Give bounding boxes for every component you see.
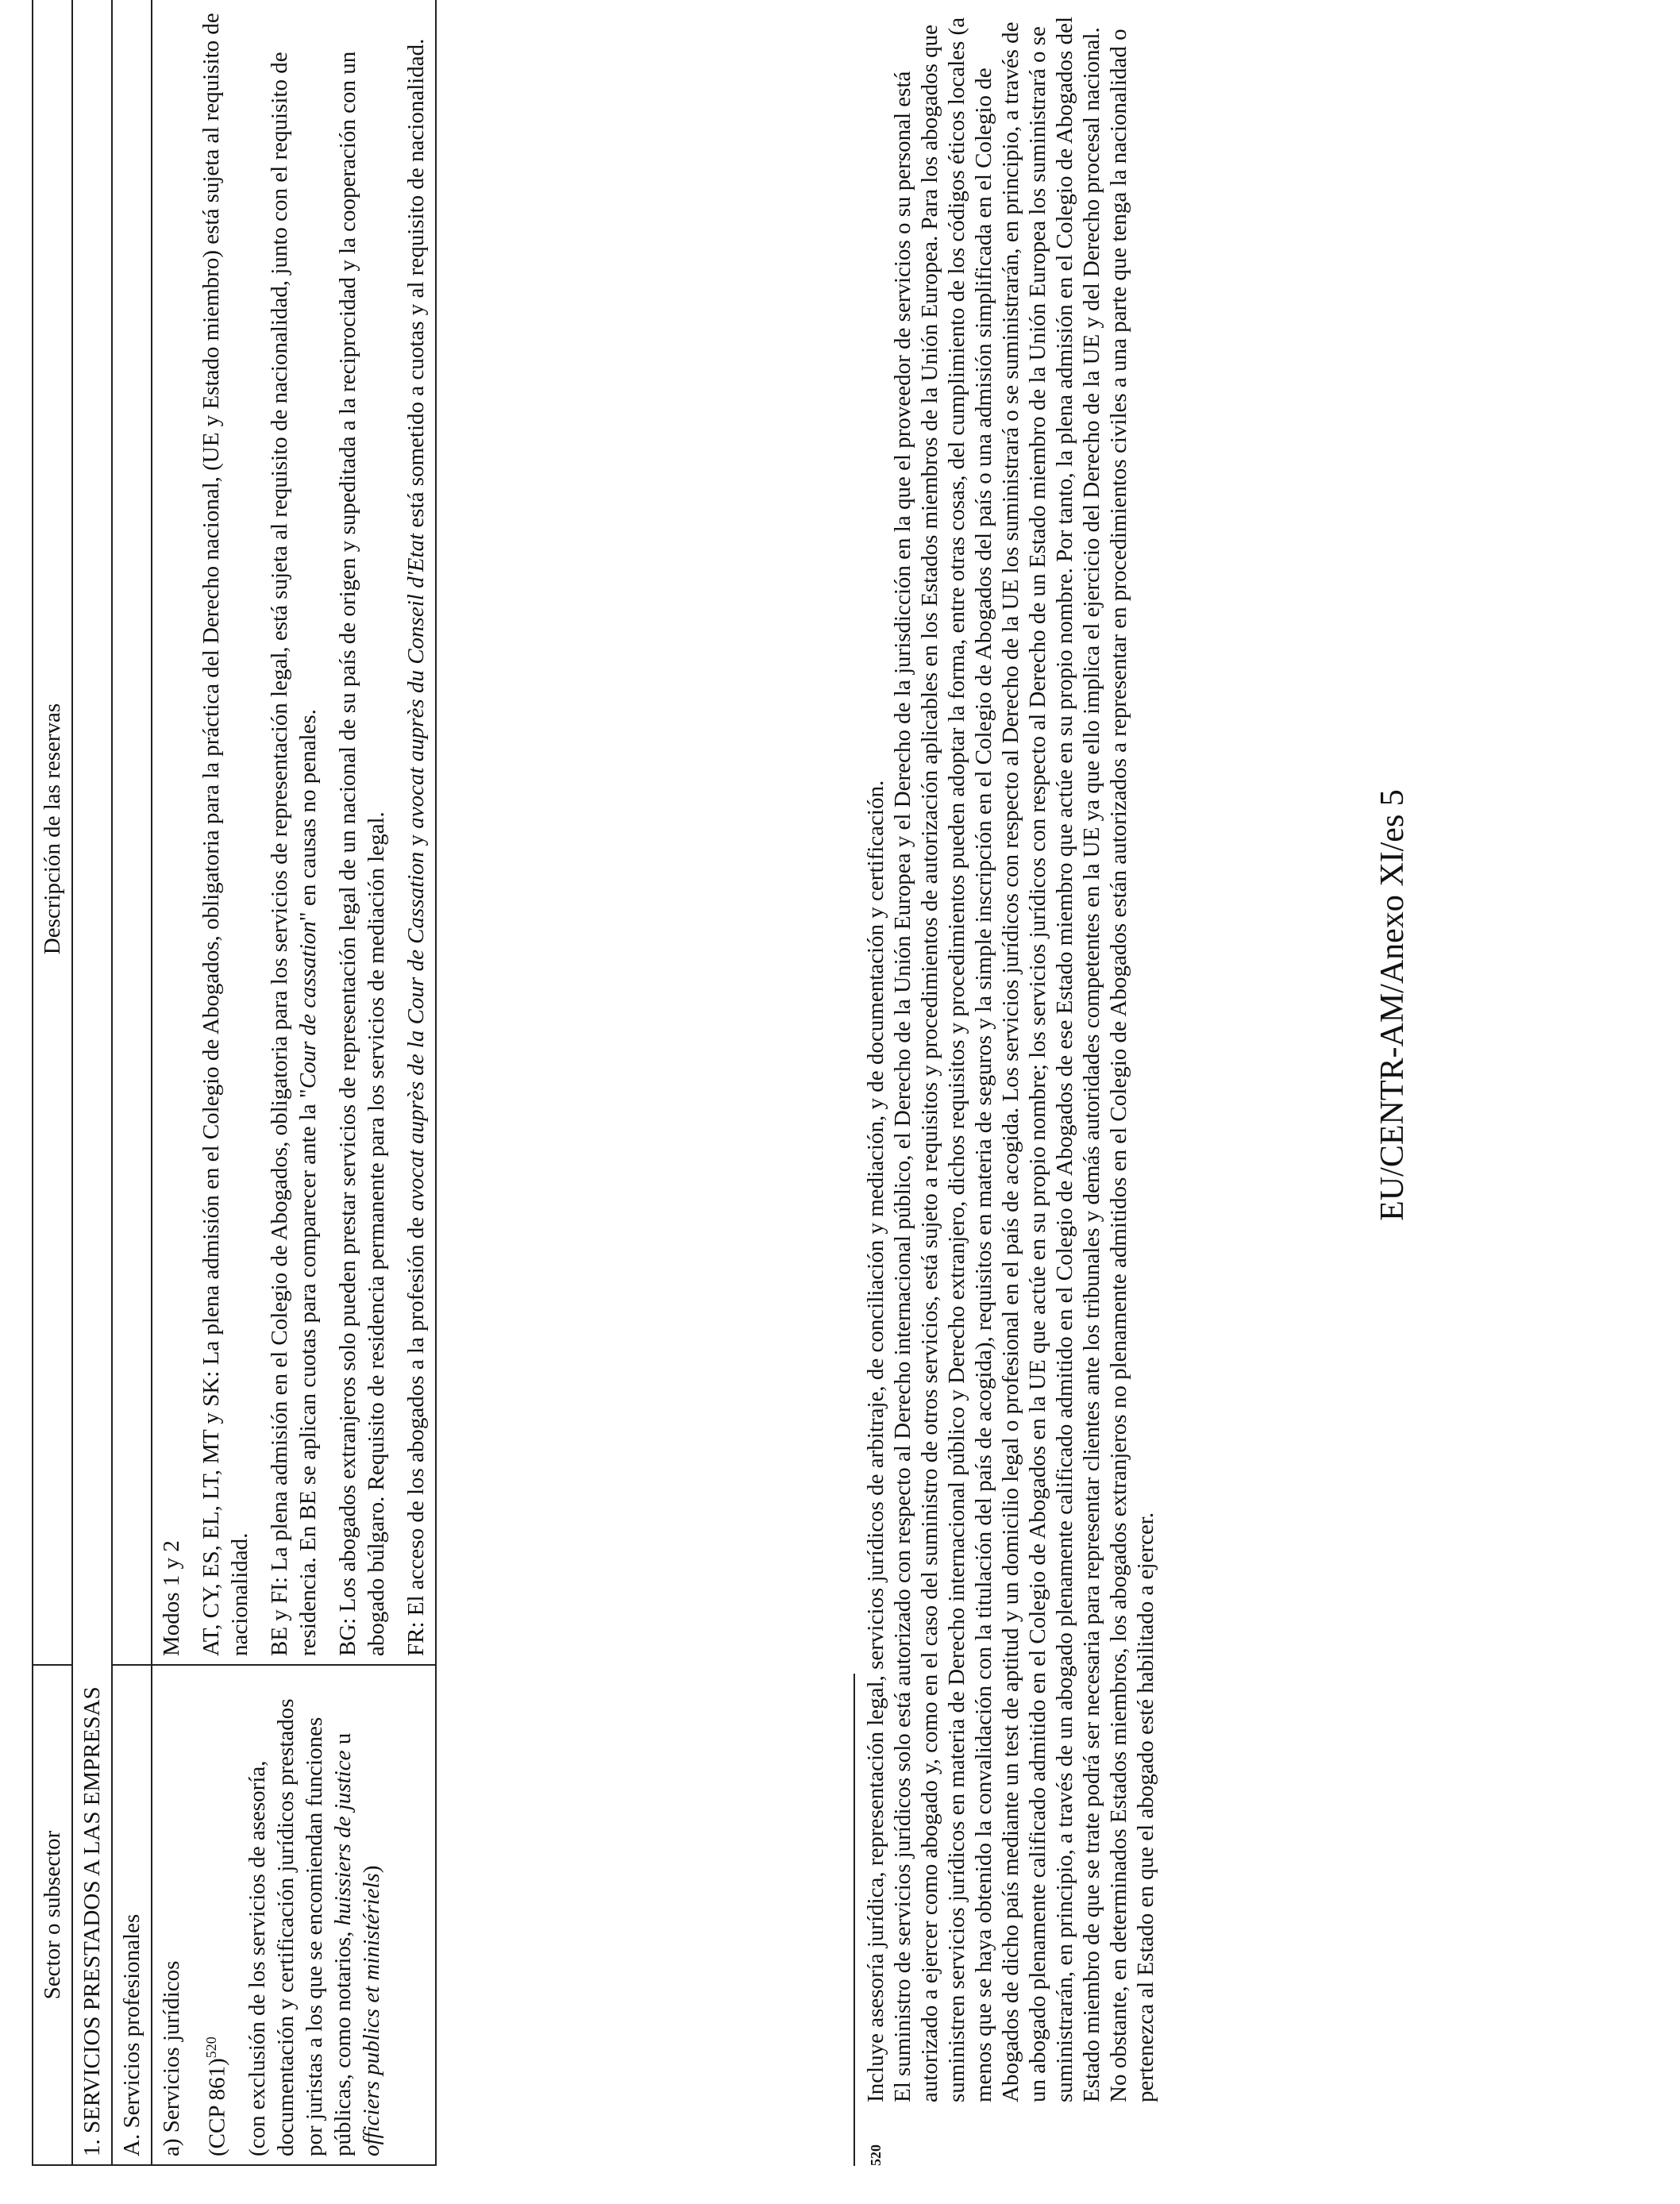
footnote-text — [862, 6, 1159, 2102]
footnote-line-2: El suministro de servicios jurídicos solo está autorizado con respecto al Derecho internacional público, el Derecho de la Unión Europea y el Derecho de la jurisdicción en la que el proveedor de servicios o su personal está autorizado a ejercer como abogado y, como en el caso del suministro de otros servicios, está sujeto a requisitos y procedimientos de autorización aplicables en los Estados miembros de la Unión Europea. Para los abogados que suministren servicios jurídicos en materia de Derecho internacional público y Derecho extranjero, dichos requisitos y procedimientos pueden adoptar la forma, entre otras cosas, del cumplimiento de los códigos éticos locales (a menos que se haya obtenido la convalidación con la titulación del país de acogida), requisitos en materia de seguros y la simple inscripción en el Colegio de Abogados del país o una admisión simplificada en el Colegio de Abogados de dicho país mediante un test de aptitud y un domicilio legal o profesional en el país de acogida. Los servicios jurídicos con respecto al Derecho de la UE los suministrará o se suministrarán, en principio, a través de un abogado plenamente calificado admitido en el Colegio de Abogados en la UE que actúe en su propio nombre; los servicios jurídicos con respecto al Derecho de un Estado miembro de la Unión Europea los suministrará o se suministrarán, en principio, a través de un abogado plenamente calificado admitido en el Colegio de Abogados de ese Estado miembro que actúe en su propio nombre. Por tanto, la plena admisión en el Colegio de Abogados del Estado miembro de que se trate podrá ser necesaria para representar clientes ante los tribunales y demás autoridades competentes en la UE ya que ello implica el ejercicio del Derecho de la UE y del Derecho procesal nacional. No obstante, en determinados Estados miembros, los abogados extranjeros no plenamente admitidos en el Colegio de Abogados están autorizados a representar en procedimientos civiles a una parte que tenga la nacionalidad o pertenezca al Estado en que el abogado esté habilitado a ejercer. — [890, 16, 1158, 2102]
footnote-line-1: Incluye asesoría jurídica, representación legal, servicios jurídicos de arbitraje, de conciliación y mediación, y de documentación y certificación. — [863, 780, 888, 2102]
footnote-number: 520 — [868, 2144, 884, 2166]
subsection-row — [112, 0, 152, 2165]
subsection-empty — [112, 0, 152, 1665]
table-header-row — [33, 0, 72, 2165]
section-row — [72, 0, 112, 2165]
sector-cell — [152, 1665, 436, 2165]
reservations-table — [32, 0, 437, 2166]
header-sector: Sector o subsector — [33, 1665, 72, 2165]
reservation-bg: BG: Los abogados extranjeros solo pueden prestar servicios de representación legal de un nacional de su país de origen y supeditada a la reciprocidad y la cooperación con un abogado búlgaro. Requisito de residencia permanente para los servicios de mediación legal. — [335, 51, 389, 1656]
modes-text: Modos 1 y 2 — [159, 1540, 184, 1656]
footnote-ref: 520 — [203, 2036, 219, 2059]
sector-code: (CCP 861)$^{520}$ — [203, 2036, 230, 2156]
sector-note: (con exclusión de los servicios de asesoría, documentación y certificación jurídicos prestados por juristas a los que se encomiendan funciones públicas, como notarios, huissiers de justice u officiers publics et ministériels) — [244, 1698, 384, 2156]
reservation-fr: FR: El acceso de los abogados a la profesión de avocat auprès de la Cour de Cassation y avocat auprès du Conseil d'Etat está sometido a cuotas y al requisito de nacionalidad. — [403, 38, 429, 1656]
page-footer: EU/CENTR-AM/Anexo XI/es 5 — [1374, 789, 1411, 1221]
subsection-title: A. Servicios profesionales — [112, 1665, 152, 2165]
table-row — [152, 0, 436, 2165]
reservation-be: BE y FI: La plena admisión en el Colegio de Abogados, obligatoria para los servicios de representación legal, está sujeta al requisito de nacionalidad, junto con el requisito de residencia. En BE se aplican cuotas para comparecer ante la "Cour de cassation" en causas no penales. — [267, 52, 321, 1656]
reservation-cell — [152, 0, 436, 1665]
header-description: Descripción de las reservas — [33, 0, 72, 1665]
footnote-separator — [853, 1674, 855, 2166]
sector-title: a) Servicios jurídicos — [159, 1960, 184, 2156]
section-title: 1. SERVICIOS PRESTADOS A LAS EMPRESAS — [72, 0, 112, 2165]
reservation-at: AT, CY, ES, EL, LT, MT y SK: La plena admisión en el Colegio de Abogados, obligatoria para la práctica del Derecho nacional, (UE y Estado miembro) está sujeta al requisito de nacionalidad. — [198, 13, 252, 1656]
